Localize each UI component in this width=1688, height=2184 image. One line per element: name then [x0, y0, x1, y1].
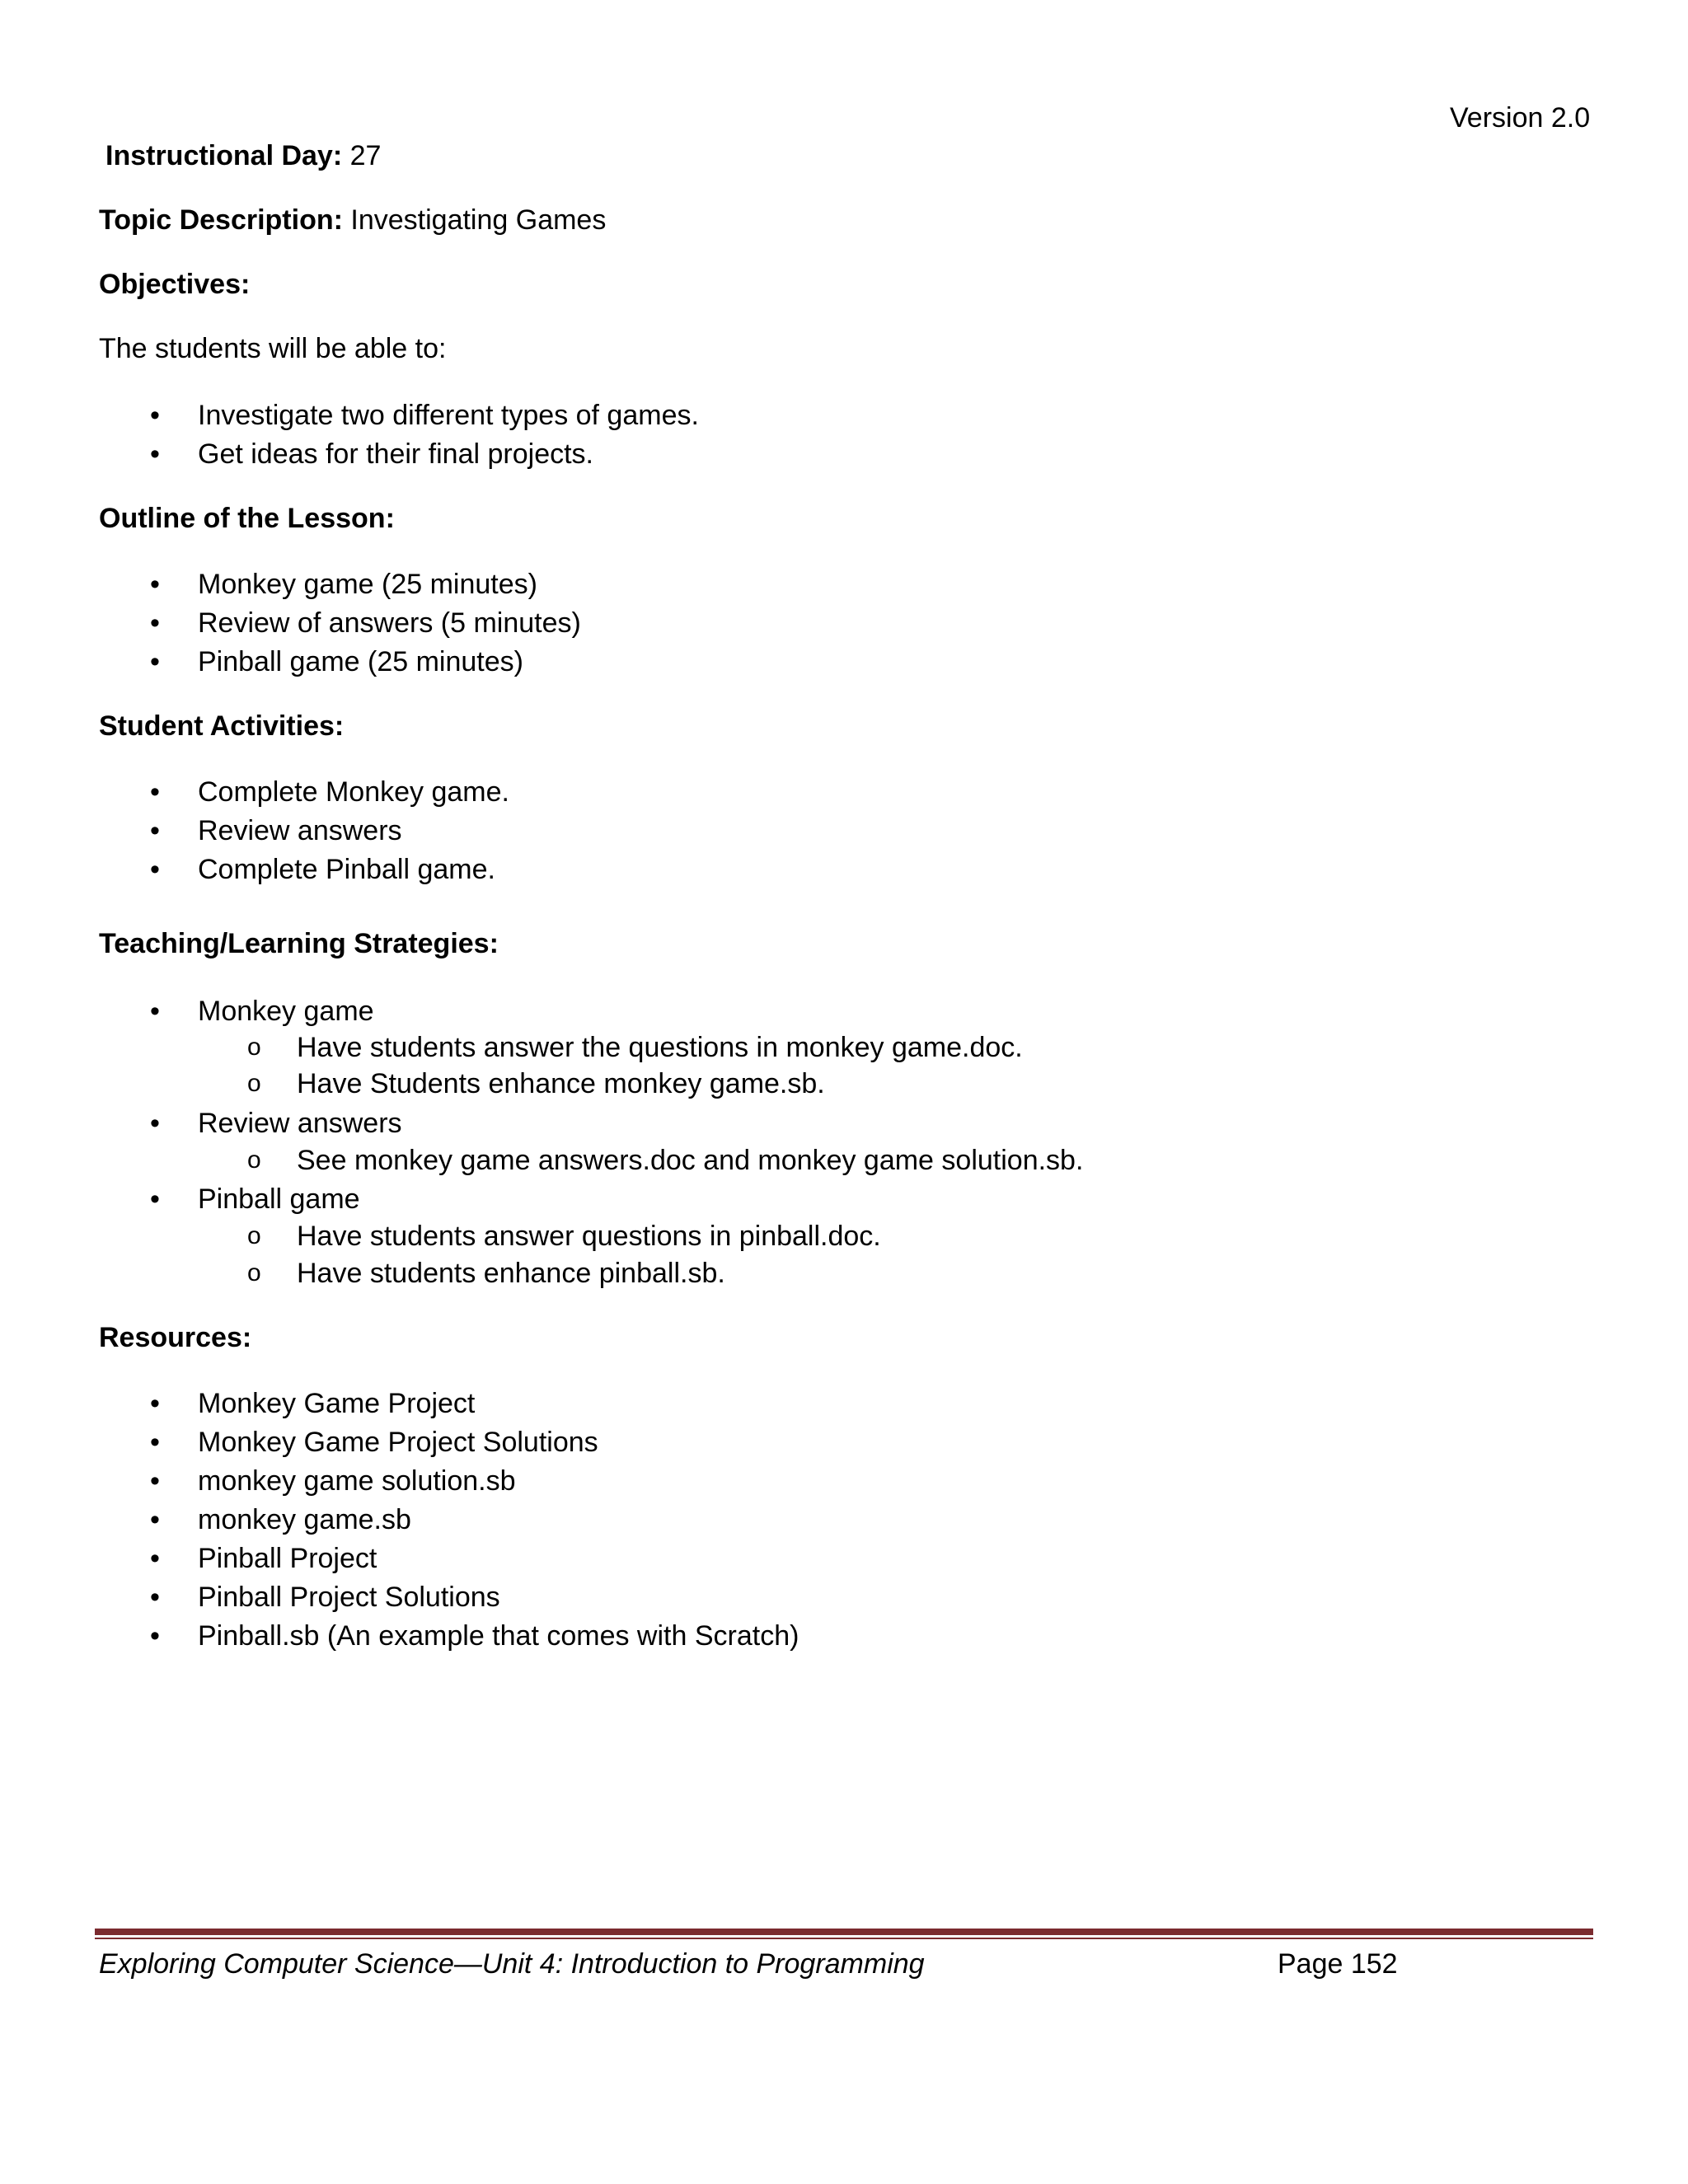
- resources-heading: Resources:: [99, 1322, 252, 1353]
- sub-bullet-icon: o: [247, 1070, 261, 1097]
- list-item: Get ideas for their final projects.: [198, 438, 594, 470]
- sub-list-item: See monkey game answers.doc and monkey game solution.sb.: [297, 1145, 1084, 1176]
- instructional-day-value: 27: [342, 140, 382, 171]
- bullet-icon: •: [150, 776, 160, 808]
- list-item: Monkey Game Project Solutions: [198, 1427, 598, 1458]
- list-item: monkey game solution.sb: [198, 1465, 516, 1497]
- bullet-icon: •: [150, 1620, 160, 1652]
- topic-value: Investigating Games: [342, 204, 607, 236]
- list-item: Pinball Project: [198, 1543, 377, 1574]
- sub-bullet-icon: o: [247, 1033, 261, 1061]
- bullet-icon: •: [150, 1388, 160, 1419]
- list-item: Investigate two different types of games.: [198, 400, 699, 431]
- list-item: Monkey Game Project: [198, 1388, 476, 1419]
- sub-bullet-icon: o: [247, 1259, 261, 1286]
- footer-page-number: Page 152: [1278, 1948, 1398, 1980]
- list-item: Monkey game (25 minutes): [198, 569, 537, 600]
- sub-list-item: Have students enhance pinball.sb.: [297, 1258, 725, 1289]
- objectives-heading: Objectives:: [99, 269, 251, 300]
- bullet-icon: •: [150, 1543, 160, 1574]
- list-item: Review of answers (5 minutes): [198, 607, 581, 639]
- version-label: Version 2.0: [1450, 102, 1591, 134]
- sub-list-item: Have students answer questions in pinball.doc.: [297, 1221, 881, 1252]
- bullet-icon: •: [150, 400, 160, 431]
- sub-bullet-icon: o: [247, 1222, 261, 1249]
- bullet-icon: •: [150, 1465, 160, 1497]
- bullet-icon: •: [150, 646, 160, 677]
- list-item: Pinball Project Solutions: [198, 1582, 500, 1613]
- bullet-icon: •: [150, 815, 160, 846]
- list-item: Pinball.sb (An example that comes with Scratch): [198, 1620, 799, 1652]
- strategies-heading: Teaching/Learning Strategies:: [99, 928, 499, 959]
- list-item: Pinball game: [198, 1183, 360, 1215]
- topic-label: Topic Description:: [99, 204, 343, 236]
- list-item: Pinball game (25 minutes): [198, 646, 523, 677]
- instructional-day-label: Instructional Day:: [106, 140, 343, 171]
- bullet-icon: •: [150, 1183, 160, 1215]
- topic-description: [99, 201, 606, 239]
- bullet-icon: •: [150, 569, 160, 600]
- bullet-icon: •: [150, 438, 160, 470]
- bullet-icon: •: [150, 1582, 160, 1613]
- footer-rule-thick: [95, 1929, 1593, 1935]
- sub-list-item: Have Students enhance monkey game.sb.: [297, 1068, 825, 1099]
- list-item: Monkey game: [198, 996, 374, 1027]
- outline-heading: Outline of the Lesson:: [99, 503, 395, 534]
- bullet-icon: •: [150, 1427, 160, 1458]
- activities-heading: Student Activities:: [99, 710, 345, 742]
- bullet-icon: •: [150, 996, 160, 1027]
- bullet-icon: •: [150, 1504, 160, 1535]
- sub-list-item: Have students answer the questions in monkey game.doc.: [297, 1032, 1023, 1063]
- list-item: monkey game.sb: [198, 1504, 411, 1535]
- objectives-intro: The students will be able to:: [99, 333, 447, 364]
- list-item: Complete Pinball game.: [198, 854, 495, 885]
- list-item: Complete Monkey game.: [198, 776, 509, 808]
- instructional-day: [106, 137, 381, 175]
- list-item: Review answers: [198, 1108, 402, 1139]
- footer-rule-thin: [95, 1938, 1593, 1939]
- bullet-icon: •: [150, 1108, 160, 1139]
- footer-course-title: Exploring Computer Science—Unit 4: Introduction to Programming: [99, 1948, 925, 1980]
- list-item: Review answers: [198, 815, 402, 846]
- bullet-icon: •: [150, 607, 160, 639]
- bullet-icon: •: [150, 854, 160, 885]
- sub-bullet-icon: o: [247, 1146, 261, 1174]
